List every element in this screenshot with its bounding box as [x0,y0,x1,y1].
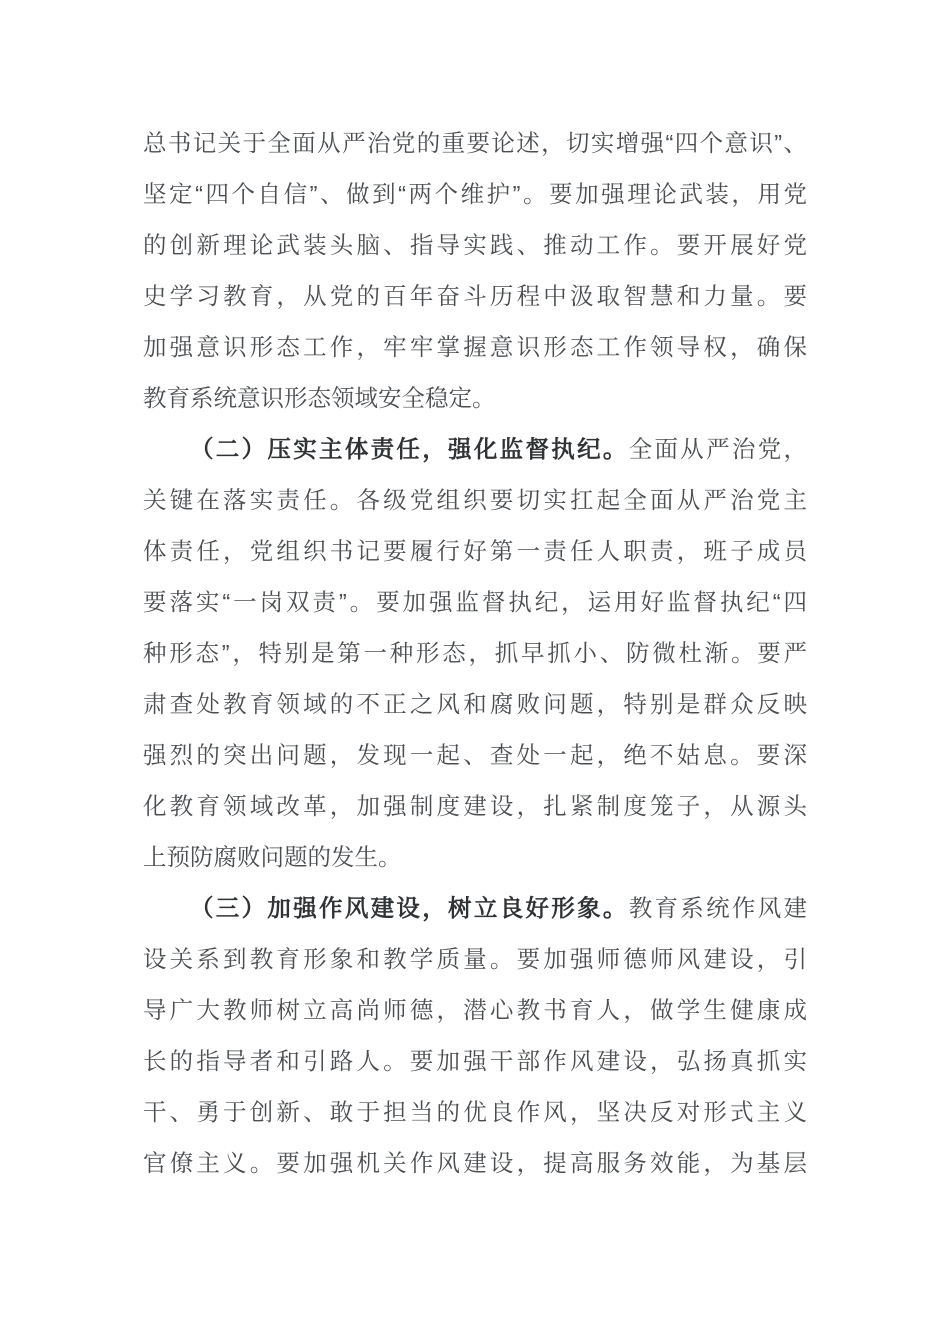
text-line: 的创新理论武装头脑、指导实践、推动工作。要开展好党 [143,232,807,258]
text-line: 肃查处教育领域的不正之风和腐败问题，特别是群众反映 [143,691,807,717]
text-line: 设关系到教育形象和教学质量。要加强师德师风建设，引 [143,946,807,972]
paragraph [143,424,807,883]
text-line: 上预防腐败问题的发生。 [143,844,402,870]
text-line: 干、勇于创新、敢于担当的优良作风，坚决反对形式主义 [143,1099,807,1125]
text-line: （三）加强作风建设，树立良好形象。教育系统作风建 [190,895,807,921]
document-body [143,118,807,1189]
text-line: 强烈的突出问题，发现一起、查处一起，绝不姑息。要深 [143,742,807,768]
text-line: 官僚主义。要加强机关作风建设，提高服务效能，为基层 [143,1150,807,1176]
text-line: 史学习教育，从党的百年奋斗历程中汲取智慧和力量。要 [143,283,807,309]
text-line: 导广大教师树立高尚师德，潜心教书育人，做学生健康成 [143,997,807,1023]
text-line: 种形态”，特别是第一种形态，抓早抓小、防微杜渐。要严 [143,640,807,666]
section-heading: （三）加强作风建设，树立良好形象。 [190,895,629,921]
section-heading: （二）压实主体责任，强化监督执纪。 [190,436,629,462]
text-line: 关键在落实责任。各级党组织要切实扛起全面从严治党主 [143,487,807,513]
paragraph [143,883,807,1189]
paragraph [143,118,807,424]
text-line: 总书记关于全面从严治党的重要论述，切实增强“四个意识”、 [143,130,807,156]
text-line: （二）压实主体责任，强化监督执纪。全面从严治党， [190,436,807,462]
text-line: 教育系统意识形态领域安全稳定。 [143,385,496,411]
text-line: 要落实“一岗双责”。要加强监督执纪，运用好监督执纪“四 [143,589,807,615]
text-line: 体责任，党组织书记要履行好第一责任人职责，班子成员 [143,538,807,564]
text-line: 坚定“四个自信”、做到“两个维护”。要加强理论武装，用党 [143,181,807,207]
text-line: 加强意识形态工作，牢牢掌握意识形态工作领导权，确保 [143,334,807,360]
text-line: 化教育领域改革，加强制度建设，扎紧制度笼子，从源头 [143,793,807,819]
text-line: 长的指导者和引路人。要加强干部作风建设，弘扬真抓实 [143,1048,807,1074]
